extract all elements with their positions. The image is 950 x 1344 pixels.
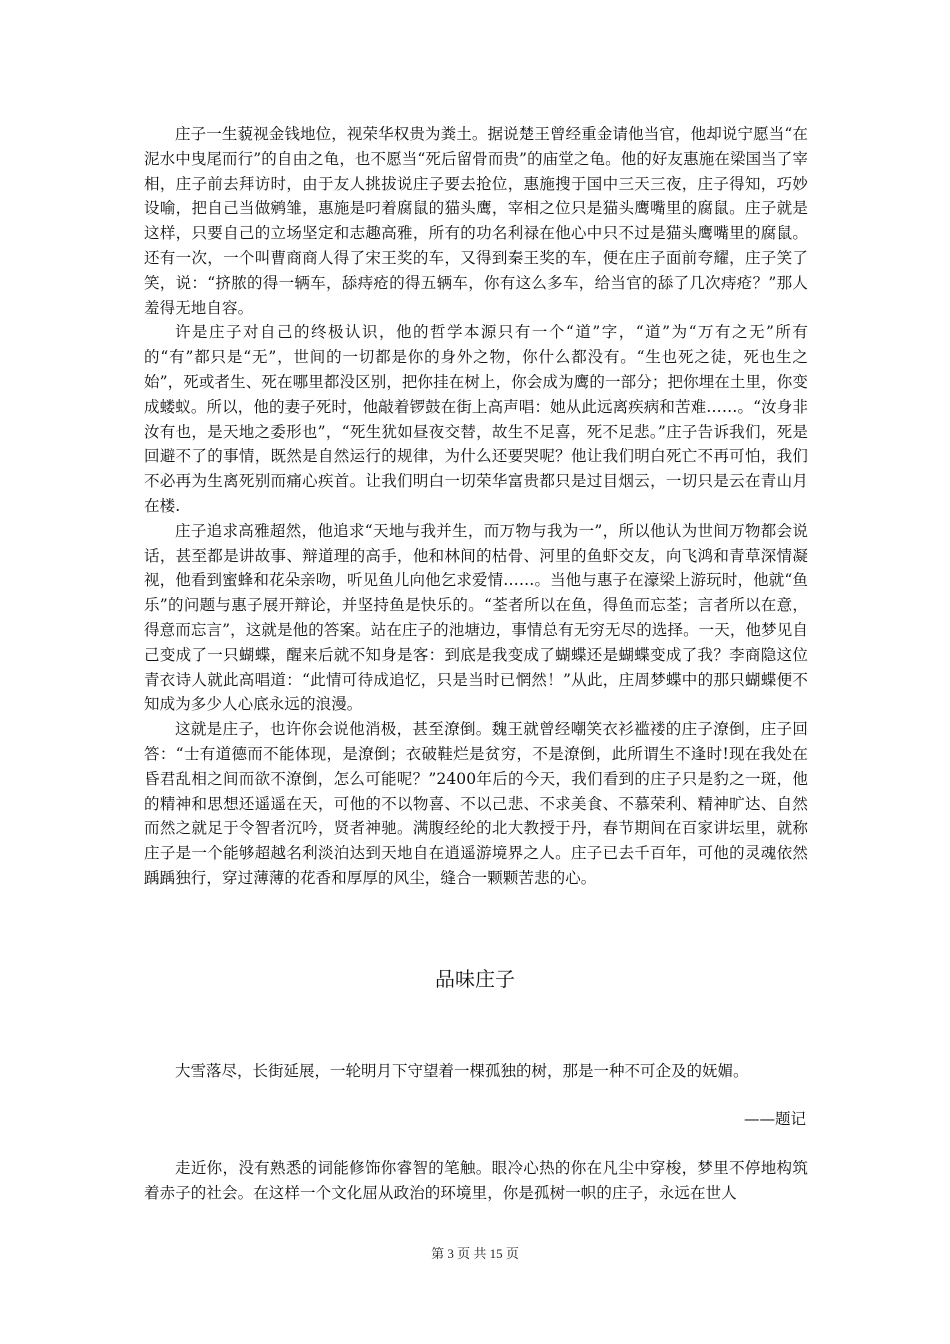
essay-title: 品味庄子 <box>435 967 515 991</box>
paragraph-dao-and-death: 许是庄子对自己的终极认识，他的哲学本源只有一个“道”字，“道”为“万有之无”所有的“有”都只是“无”，世间的一切都是你的身外之物，你什么都没有。“生也死之徒，死也生之始”，死或者生、死在哪里都没区别，把你挂在树上，你会成为鹰的一部分；把你埋在土里，你变成蝼蚁。所以，他的妻子死时，他敲着锣鼓在街上高声唱：她从此远离疾病和苦难……。“汝身非汝有也，是天地之委形也”，“死生犹如昼夜交替，故生不足喜，死不足悲。”庄子告诉我们，死是回避不了的事情，既然是自然运行的规律，为什么还要哭呢？他让我们明白死亡不再可怕，我们不必再为生离死别而痛心疾首。让我们明白一切荣华富贵都只是过目烟云，一切只是云在青山月在楼. <box>144 323 808 515</box>
article-body <box>144 122 808 891</box>
paragraph-butterfly-dream: 庄子追求高雅超然，他追求“天地与我并生，而万物与我为一”，所以他认为世间万物都会说话，甚至都是讲故事、辩道理的高手，他和林间的枯骨、河里的鱼虾交友，向飞鸿和青草深情凝视，他看到蜜蜂和花朵亲吻，听见鱼儿向他乞求爱情……。当他与惠子在濠梁上游玩时，他就“鱼乐”的问题与惠子展开辩论，并坚持鱼是快乐的。“荃者所以在鱼，得鱼而忘荃；言者所以在意，得意而忘言”，这就是他的答案。站在庄子的池塘边，事情总有无穷无尽的选择。一天，他梦见自己变成了一只蝴蝶，醒来后就不知身是客：到底是我变成了蝴蝶还是蝴蝶变成了我？李商隐这位青衣诗人就此高唱道：“此情可待成追忆，只是当时已惘然！”从此，庄周梦蝶中的那只蝴蝶便不知成为多少人心底永远的浪漫。 <box>144 521 808 714</box>
paragraph-wealth-and-fame: 庄子一生藐视金钱地位，视荣华权贵为粪土。据说楚王曾经重金请他当官，他却说宁愿当“在泥水中曳尾而行”的自由之龟，也不愿当“死后留骨而贵”的庙堂之龟。他的好友惠施在梁国当了宰相，庄子前去拜访时，由于友人挑拔说庄子要去抢位，惠施搜于国中三天三夜，庄子得知，巧妙设喻，把自己当做鹓雏，惠施是叼着腐鼠的猫头鹰，宰相之位只是猫头鹰嘴里的腐鼠。庄子就是这样，只要自己的立场坚定和志趣高雅，所有的功名利禄在他心中只不过是猫头鹰嘴里的腐鼠。还有一次，一个叫曹商商人得了宋王奖的车，又得到秦王奖的车，便在庄子面前夸耀，庄子笑了笑，说：“挤脓的得一辆车，舔痔疮的得五辆车，你有这么多车，给当官的舔了几次痔疮？”那人羞得无地自容。 <box>144 125 808 317</box>
paragraph-this-is-zhuangzi: 这就是庄子，也许你会说他消极，甚至潦倒。魏王就曾经嘲笑衣衫褴褛的庄子潦倒，庄子回答：“士有道德而不能体现，是潦倒；衣破鞋烂是贫穷，不是潦倒，此所谓生不逢时!现在我处在昏君乱相之间而欲不潦倒，怎么可能呢？”2400年后的今天，我们看到的庄子只是豹之一斑，他的精神和思想还遥遥在天，可他的不以物喜、不以己悲、不求美食、不慕荣利、精神旷达、自然而然之就足于令智者沉吟，贤者神驰。满腹经纶的北大教授于丹，春节期间在百家讲坛里，就称庄子是一个能够超越名利淡泊达到天地自在逍遥游境界之人。庄子已去千百年，可他的灵魂依然踽踽独行，穿过薄薄的花香和厚厚的风尘，缝合一颗颗苦悲的心。 <box>144 720 808 887</box>
essay-opening-paragraph: 走近你，没有熟悉的词能修饰你睿智的笔触。眼冷心热的你在凡尘中穿梭，梦里不停地构筑着赤子的社会。在这样一个文化屈从政治的环境里，你是孤树一帜的庄子，永远在世人 <box>144 1159 808 1202</box>
epigraph-attribution: ——题记 <box>743 1110 806 1128</box>
page-number-footer: 第 3 页 共 15 页 <box>431 1246 519 1261</box>
epigraph: 大雪落尽，长街延展，一轮明月下守望着一棵孤独的树，那是一种不可企及的妩媚。 <box>175 1062 749 1080</box>
essay-body <box>144 1156 808 1206</box>
